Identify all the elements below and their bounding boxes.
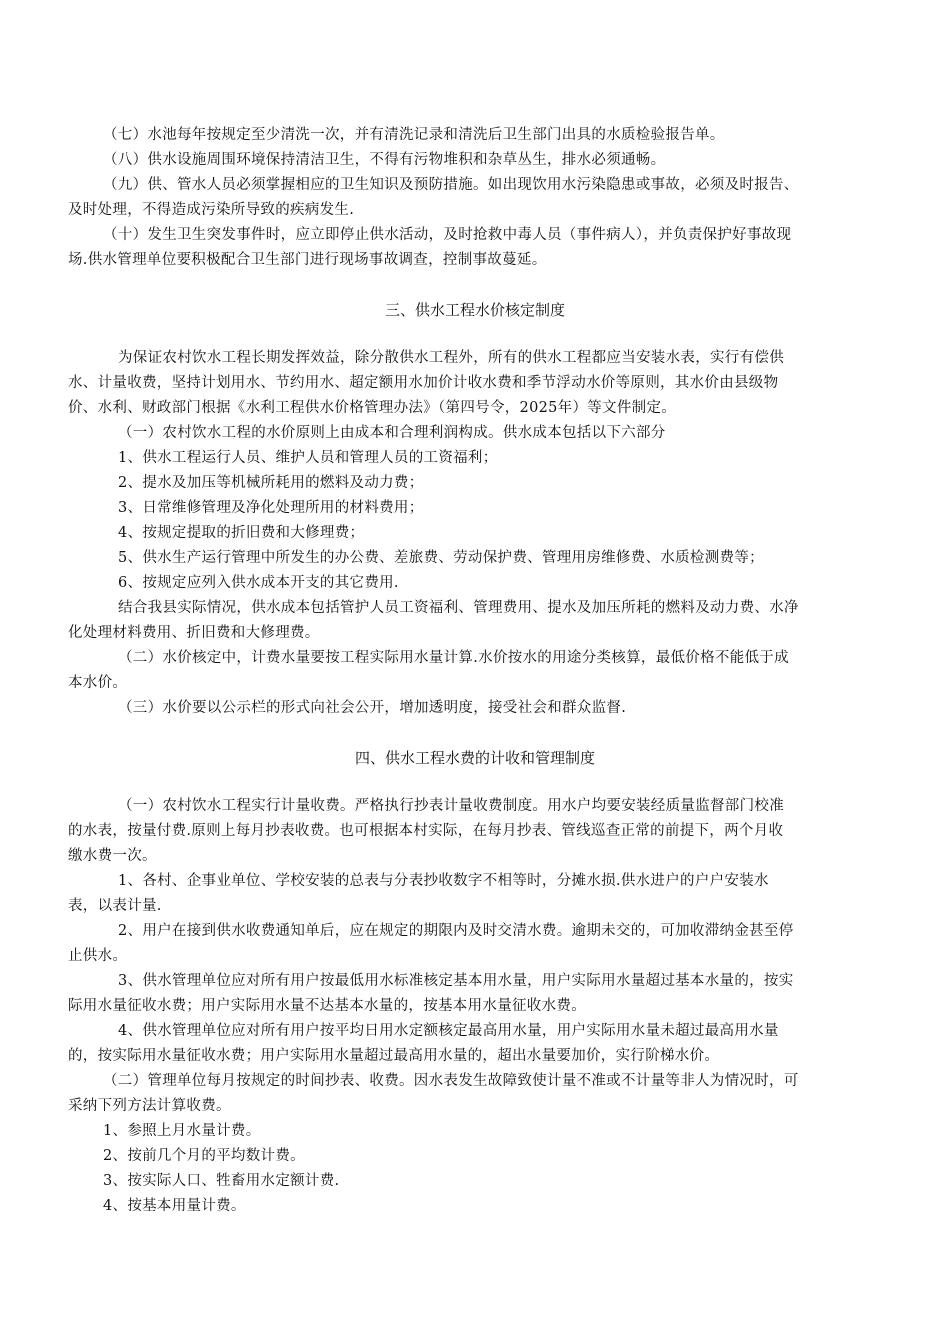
paragraph-line: （九）供、管水人员必须掌握相应的卫生知识及预防措施。如出现饮用水污染隐患或事故，必须及时报告、 [103,177,799,193]
paragraph-line: 4、按基本用量计费。 [103,1198,246,1214]
paragraph-line: 2、按前几个月的平均数计费。 [103,1148,305,1164]
paragraph-line: 表，以表计量. [68,898,162,914]
paragraph-line: 价、水利、财政部门根据《水利工程供水价格管理办法》（第四号令，2025年）等文件制定。 [68,400,677,416]
paragraph-line: （十）发生卫生突发事件时，应立即停止供水活动，及时抢救中毒人员（事件病人），并负责保护好事故现 [103,227,792,243]
paragraph-line: 采纳下列方法计算收费。 [68,1098,231,1114]
paragraph-line: 本水价。 [68,675,128,691]
paragraph-line: 缴水费一次。 [68,848,157,864]
paragraph-line: 水、计量收费，坚持计划用水、节约用水、超定额用水加价计收水费和季节浮动水价等原则，其水价由县级物 [68,375,779,391]
paragraph-line: 3、供水管理单位应对所有用户按最低用水标准核定基本用水量，用户实际用水量超过基本水量的，按实 [118,973,794,989]
section-heading: 三、供水工程水价核定制度 [384,301,565,319]
paragraph-line: 化处理材料费用、折旧费和大修理费。 [68,625,320,641]
paragraph-line: 际用水量征收水费；用户实际用水量不达基本水量的，按基本用水量征收水费。 [68,998,586,1014]
paragraph-line: 场.供水管理单位要积极配合卫生部门进行现场事故调查，控制事故蔓延。 [68,252,547,268]
paragraph-line: （二）管理单位每月按规定的时间抄表、收费。因水表发生故障致使计量不准或不计量等非人为情况时，可 [103,1073,799,1089]
section-heading: 四、供水工程水费的计收和管理制度 [354,749,595,767]
paragraph-line: 2、提水及加压等机械所耗用的燃料及动力费； [118,475,424,491]
paragraph-line: （二）水价核定中，计费水量要按工程实际用水量计算.水价按水的用途分类核算，最低价格不能低于成 [118,650,789,666]
paragraph-line: 1、参照上月水量计费。 [103,1123,261,1139]
paragraph-line: （七）水池每年按规定至少清洗一次，并有清洗记录和清洗后卫生部门出具的水质检验报告单。 [103,127,725,143]
paragraph-line: （八）供水设施周围环境保持清洁卫生，不得有污物堆积和杂草丛生，排水必须通畅。 [103,152,666,168]
paragraph-line: 4、供水管理单位应对所有用户按平均日用水定额核定最高用水量，用户实际用水量未超过最高用水量 [118,1023,779,1039]
paragraph-line: 1、供水工程运行人员、维护人员和管理人员的工资福利； [118,450,498,466]
paragraph-line: 2、用户在接到供水收费通知单后，应在规定的期限内及时交清水费。逾期未交的，可加收滞纳金甚至停 [118,923,794,939]
paragraph-line: 的，按实际用水量征收水费；用户实际用水量超过最高用水量的，超出水量要加价，实行阶梯水价。 [68,1048,720,1064]
paragraph-line: （三）水价要以公示栏的形式向社会公开，增加透明度，接受社会和群众监督. [118,700,627,716]
paragraph-line: 为保证农村饮水工程长期发挥效益，除分散供水工程外，所有的供水工程都应当安装水表，实行有偿供 [118,350,784,366]
paragraph-line: 3、日常维修管理及净化处理所用的材料费用； [118,500,424,516]
paragraph-line: 及时处理，不得造成污染所导致的疾病发生. [68,202,355,218]
paragraph-line: 3、按实际人口、牲畜用水定额计费. [103,1173,340,1189]
paragraph-line: 的水表，按量付费.原则上每月抄表收费。也可根据本村实际，在每月抄表、管线巡查正常的前提下，两个月收 [68,823,784,839]
paragraph-line: 止供水。 [68,948,128,964]
paragraph-line: 1、各村、企事业单位、学校安装的总表与分表抄收数字不相等时，分摊水损.供水进户的户户安装水 [118,873,769,889]
paragraph-line: 5、供水生产运行管理中所发生的办公费、差旅费、劳动保护费、管理用房维修费、水质检测费等； [118,550,764,566]
paragraph-line: 结合我县实际情况，供水成本包括管护人员工资福利、管理费用、提水及加压所耗的燃料及动力费、水净 [118,600,799,616]
paragraph-line: （一）农村饮水工程的水价原则上由成本和合理利润构成。供水成本包括以下六部分 [118,425,666,441]
paragraph-line: 6、按规定应列入供水成本开支的其它费用. [118,575,399,591]
paragraph-line: 4、按规定提取的折旧费和大修理费； [118,525,365,541]
paragraph-line: （一）农村饮水工程实行计量收费。严格执行抄表计量收费制度。用水户均要安装经质量监督部门校准 [118,798,784,814]
